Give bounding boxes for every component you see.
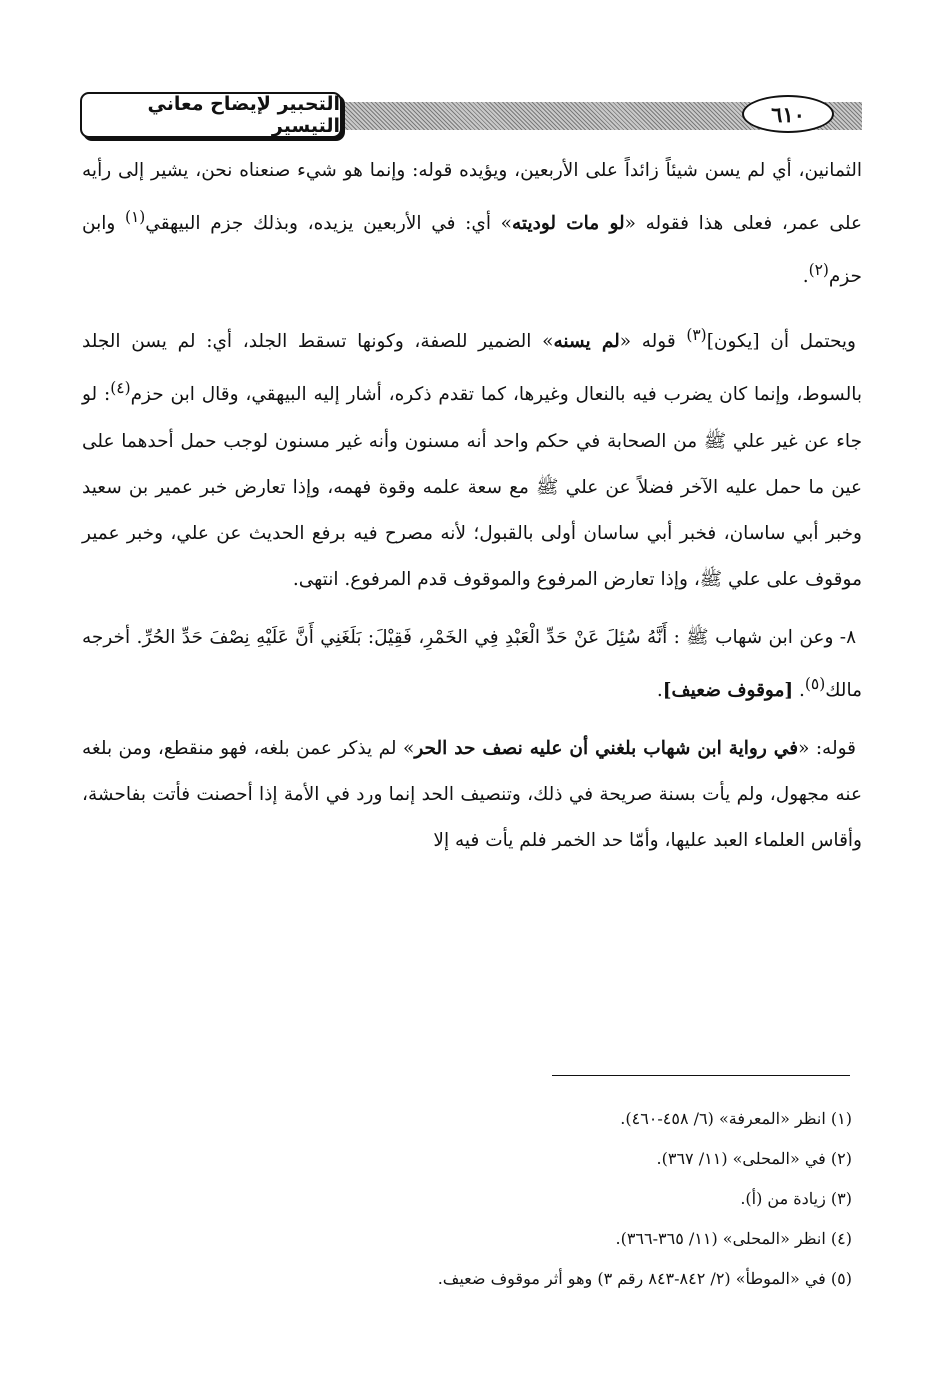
- footnote-marker: (٤): [110, 379, 131, 398]
- paragraph-3-hadith: [82, 615, 862, 714]
- footnote-3: (٣) زيادة من (أ).: [740, 1189, 852, 1208]
- quoted-phrase: لم يسنه: [553, 331, 620, 353]
- hadith-grade: [موقوف ضعيف]: [662, 679, 794, 701]
- text: : لو جاء عن غير علي ﷺ من الصحابة في حكم واحد أنه مسنون وأنه غير مسنون لوجب حمل أحدهما على عين ما حمل عليه الآخر فضلاً عن علي ﷺ مع سعة علمه وقوة فهمه، وإذا تعارض خبر عمير بن سعيد وخبر أبي ساسان، فخبر أبي ساسان أولى بالقبول؛ لأنه مصرح فيه برفع الحديث عن علي، وخبر عمير موقوف على علي ﷺ، وإذا تعارض المرفوع والموقوف قدم المرفوع. انتهى.: [82, 384, 862, 590]
- text: » أي: في الأربعين يزيده، وبذلك جزم البيهقي: [145, 213, 512, 235]
- text: » الضمير للصفة، وكونها تسقط الجلد، أي: لم يسن الجلد بالسوط، وإنما كان يضرب فيه بالنعال وغيرها، كما تقدم ذكره، أشار إليه البيهقي، وقال ابن حزم: [82, 331, 862, 406]
- footnote-marker: (٣): [686, 326, 707, 345]
- footnote-marker: (٥): [804, 674, 826, 693]
- footnote-5: (٥) في «الموطأ» (٢/ ٨٤٢-٨٤٣ رقم ٣) وهو أثر موقوف ضعيف.: [437, 1269, 852, 1288]
- text: .: [656, 679, 663, 701]
- book-title: التحبير لإيضاح معاني التيسير: [80, 92, 342, 138]
- quoted-phrase: لو مات لوديته: [511, 213, 625, 235]
- quoted-phrase: في رواية ابن شهاب بلغني أن عليه نصف حد الحر: [414, 737, 799, 759]
- footnote-marker: (٢): [808, 261, 829, 280]
- page-number: ٦١٠: [742, 95, 834, 133]
- text: ٨- وعن ابن شهاب ﷺ :: [667, 626, 856, 648]
- text: .: [793, 679, 805, 701]
- footnote-marker: (١): [124, 208, 146, 226]
- text: » لم يذكر عمن بلغه، فهو منقطع، ومن بلغه عنه مجهول، ولم يأت بسنة صريحة في ذلك، وتنصيف الحد إنما ورد في الأمة إذا أحصنت فأتت بفاحشة، وأقاس العلماء العبد عليها، وأمّا حد الخمر فلم يأت فيه إلا: [82, 737, 862, 851]
- text: ويحتمل أن [يكون]: [706, 331, 856, 353]
- footnote-1: (١) انظر «المعرفة» (٦/ ٤٥٨-٤٦٠).: [620, 1109, 852, 1128]
- paragraph-4: [82, 726, 862, 864]
- text: .: [802, 266, 809, 288]
- page-header: [80, 92, 862, 142]
- text: قوله «: [619, 331, 687, 353]
- text: وابن حزم: [82, 213, 862, 288]
- hadith-text: أَنَّهُ سُئِلَ عَنْ حَدِّ الْعَبْدِ فِي الخَمْرِ، فَقِيْلَ: بَلَغَنِي أَنَّ عَلَيْهِ نِصْفَ حَدِّ الحُرِّ: [142, 626, 668, 648]
- text: قوله: «: [798, 737, 857, 759]
- footnote-4: (٤) انظر «المحلى» (١١/ ٣٦٥-٣٦٦).: [615, 1229, 852, 1248]
- text: الثمانين، أي لم يسن شيئاً زائداً على الأربعين، ويؤيده قوله: وإنما هو شيء صنعناه نحن، يشير إلى رأيه على عمر، فعلى هذا فقوله «: [82, 160, 862, 235]
- paragraph-1: [82, 148, 862, 300]
- footnote-2: (٢) في «المحلى» (١١/ ٣٦٧).: [656, 1149, 852, 1168]
- text: . أخرجه مالك: [82, 626, 862, 701]
- main-text: [82, 148, 862, 864]
- footnote-divider: [552, 1075, 850, 1076]
- paragraph-2: [82, 312, 862, 602]
- footnotes: [82, 1108, 852, 1308]
